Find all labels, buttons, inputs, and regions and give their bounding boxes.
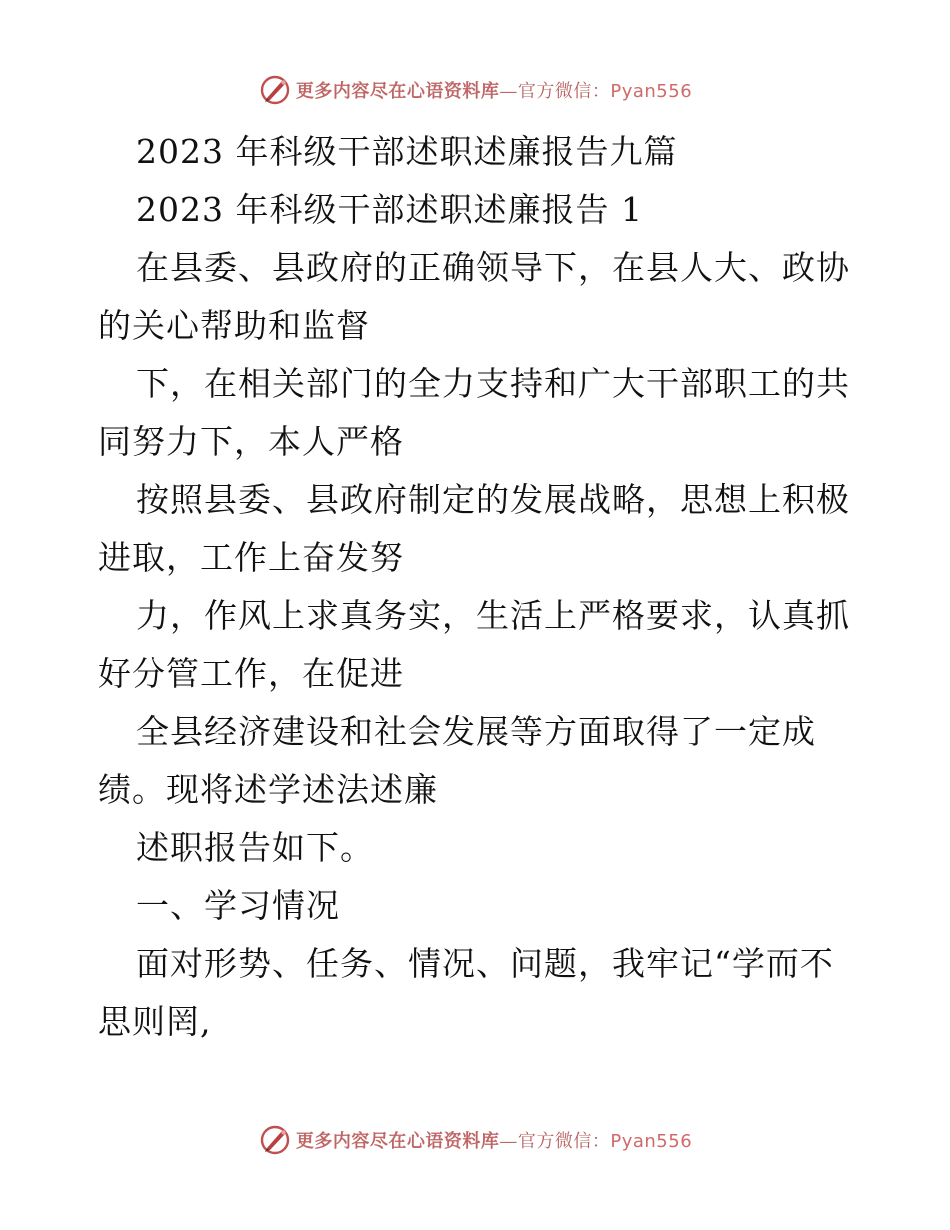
quill-pen-logo-icon bbox=[258, 1123, 292, 1157]
watermark-wechat-handle: Pyan556 bbox=[610, 1131, 693, 1152]
watermark-brand: 更多内容尽在心语资料库 bbox=[295, 81, 500, 102]
watermark-group bbox=[258, 1123, 692, 1157]
doc-line: 下，在相关部门的全力支持和广大干部职工的共 bbox=[136, 364, 850, 403]
watermark-wechat-label: 官方微信： bbox=[517, 81, 611, 102]
doc-line: 力，作风上求真务实，生活上严格要求，认真抓 bbox=[136, 596, 850, 635]
doc-line: 述职报告如下。 bbox=[136, 828, 374, 867]
doc-line: 绩。现将述学述法述廉 bbox=[98, 770, 438, 809]
doc-line: 2023 年科级干部述职述廉报告九篇 bbox=[136, 132, 678, 171]
doc-line: 面对形势、任务、情况、问题，我牢记“学而不 bbox=[136, 944, 834, 983]
doc-line: 全县经济建设和社会发展等方面取得了一定成 bbox=[136, 712, 816, 751]
watermark-brand: 更多内容尽在心语资料库 bbox=[295, 1131, 500, 1152]
header-watermark bbox=[0, 70, 950, 110]
doc-line: 2023 年科级干部述职述廉报告 1 bbox=[136, 190, 643, 229]
doc-line: 好分管工作，在促进 bbox=[98, 654, 404, 693]
watermark-text bbox=[296, 77, 692, 103]
document-body bbox=[98, 123, 858, 1051]
watermark-wechat-handle: Pyan556 bbox=[610, 81, 693, 102]
doc-line: 同努力下，本人严格 bbox=[98, 422, 404, 461]
doc-line: 在县委、县政府的正确领导下，在县人大、政协 bbox=[136, 248, 850, 287]
doc-line: 思则罔, bbox=[98, 1002, 212, 1041]
watermark-separator: — bbox=[499, 1131, 518, 1152]
watermark-text bbox=[296, 1127, 692, 1153]
footer-watermark bbox=[0, 1120, 950, 1160]
watermark-separator: — bbox=[499, 81, 518, 102]
doc-line: 一、学习情况 bbox=[136, 886, 340, 925]
watermark-wechat-label: 官方微信： bbox=[517, 1131, 611, 1152]
doc-line: 进取，工作上奋发努 bbox=[98, 538, 404, 577]
watermark-group bbox=[258, 73, 692, 107]
doc-line: 的关心帮助和监督 bbox=[98, 306, 370, 345]
quill-pen-logo-icon bbox=[258, 73, 292, 107]
doc-line: 按照县委、县政府制定的发展战略，思想上积极 bbox=[136, 480, 850, 519]
